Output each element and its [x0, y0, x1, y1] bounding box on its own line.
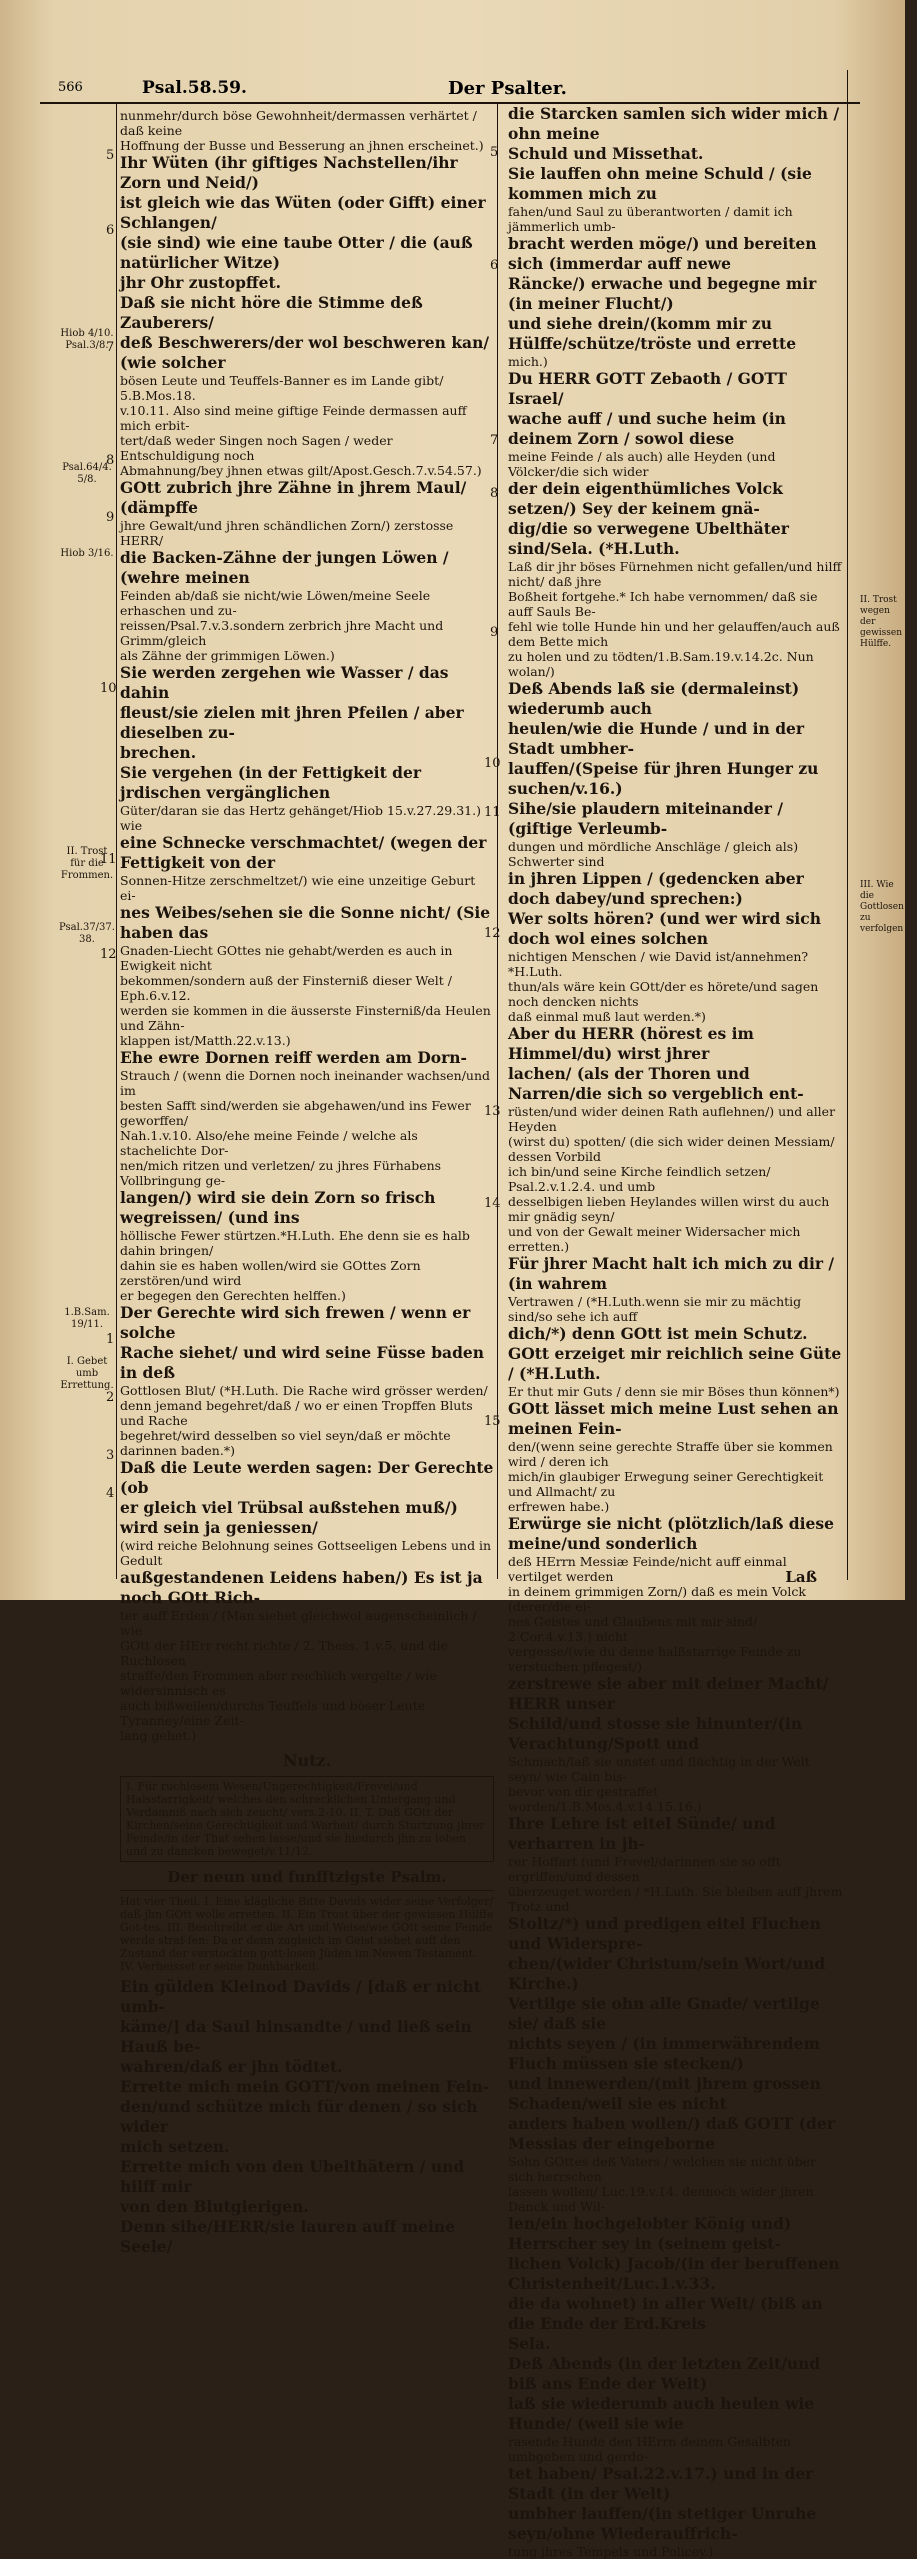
text-line: rer Hoffart (und Frevel/darinnen sie so offt ergriffen/und dessen: [508, 1854, 781, 1884]
verse-line: lauffen/(Speise für jhren Hunger zu suchen/v.16.): [508, 759, 819, 798]
verse-line: GOtt zubrich jhre Zähne in jhrem Maul/ (dämpffe: [120, 478, 467, 517]
margin-note: Hiob 4/10. Psal.3/8.: [60, 328, 114, 351]
verse-line: Du HERR GOTT Zebaoth / GOTT Israel/: [508, 369, 787, 408]
verse-line: die Backen-Zähne der jungen Löwen / (wehre meinen: [120, 548, 449, 587]
verse-line: anders haben wollen/) daß GOTT (der Messias der eingeborne: [508, 2114, 835, 2153]
verse-number: 10: [100, 681, 117, 696]
text-line: überzeuget worden / *H.Luth. Sie bleiben auff jhrem Trotz und: [508, 1884, 843, 1914]
verse-line: Sie vergehen (in der Fettigkeit der jrdischen vergänglichen: [120, 763, 421, 802]
verse-line: und siehe drein/(komm mir zu Hülffe/schütze/tröste und errette: [508, 314, 797, 353]
margin-note: Hiob 3/16.: [60, 548, 114, 559]
text-line: Sonnen-Hitze zerschmeltzet/) wie eine unzeitige Geburt ei-: [120, 873, 476, 903]
verse-line: lichen Volck) Jacob/(in der beruffenen Christenheit/Luc.1.v.33.: [508, 2254, 840, 2293]
verse-line: Schild/und stosse sie hinunter/(in Verachtung/Spott und: [508, 1714, 803, 1753]
verse-number: 15: [484, 1414, 501, 1429]
text-line: erfrewen habe.): [508, 1499, 610, 1514]
nutz-heading: Nutz.: [282, 1751, 332, 1770]
verse-number: 6: [490, 258, 499, 273]
text-line: Güter/daran sie das Hertz gehänget/Hiob 15.v.27.29.31.) wie: [120, 803, 481, 833]
text-line: fehl wie tolle Hunde hin und her gelauffen/auch auß dem Bette mich: [508, 619, 840, 649]
verse-number: 8: [106, 453, 115, 468]
right-margin-note: III. Wie die Gottlosen zu verfolgen: [860, 880, 904, 934]
text-line: jhre Gewalt/und jhren schändlichen Zorn/) zerstosse HERR/: [120, 518, 454, 548]
verse-line: heulen/wie die Hunde / und in der Stadt umbher-: [508, 719, 805, 758]
text-line: nichtigen Menschen / wie David ist/annehmen? *H.Luth.: [508, 949, 809, 979]
verse-number: 1: [106, 1332, 115, 1347]
right-column: [508, 104, 844, 2559]
text-line: vergesse/(wie du deine halßstarrige Feinde zu verstuchen pflegest/): [508, 1644, 802, 1674]
verse-line: Sela.: [508, 2334, 551, 2353]
text-line: ich bin/und seine Kirche feindlich setzen/ Psal.2.v.1.2.4. und umb: [508, 1164, 771, 1194]
text-line: Abmahnung/bey jhnen etwas gilt/Apost.Gesch.7.v.54.57.): [120, 463, 482, 478]
margin-note: Psal.64/4. 5/8.: [62, 462, 112, 485]
text-line: reissen/Psal.7.v.3.sondern zerbrich jhre Macht und Grimm/gleich: [120, 618, 444, 648]
verse-line: ist gleich wie das Wüten (oder Gifft) einer Schlangen/: [120, 193, 486, 232]
text-line: mich.): [508, 354, 548, 369]
margin-note: 1.B.Sam. 19/11.: [64, 1307, 110, 1330]
verse-line: eine Schnecke verschmachtet/ (wegen der Fettigkeit von der: [120, 833, 487, 872]
outer-rule: [847, 70, 848, 1580]
text-line: besten Safft sind/werden sie abgehawen/und ins Fewer geworffen/: [120, 1098, 471, 1128]
verse-number: 7: [490, 433, 499, 448]
verse-number: 9: [490, 625, 499, 640]
text-line: lassen wollen/ Luc.19.v.14. dennoch wider jhren Danck und Wil-: [508, 2184, 814, 2214]
text-line: bekommen/sondern auß der Finsterniß dieser Welt / Eph.6.v.12.: [120, 973, 452, 1003]
verse-line: dig/die so verwegene Ubelthäter sind/Sela. (*H.Luth.: [508, 519, 789, 558]
verse-line: Schuld und Missethat.: [508, 144, 704, 163]
verse-line: umbher lauffen/(in stetiger Unruhe seyn/ohne Wiederauffrich-: [508, 2504, 817, 2543]
margin-rule: [116, 104, 117, 1579]
verse-number: 5: [106, 148, 115, 163]
left-column: [120, 108, 494, 2256]
text-line: bevor von dir gestraffet worden/1.B.Mos.4.v.14.15.16.): [508, 1784, 702, 1814]
verse-line: er gleich viel Trübsal außstehen muß/) wird sein ja geniessen/: [120, 1498, 458, 1537]
verse-line: Erwürge sie nicht (plötzlich/laß diese meine/und sonderlich: [508, 1514, 834, 1553]
margin-note: I. Gebet umb Errettung.: [60, 1356, 114, 1391]
verse-line: jhr Ohr zustopffet.: [120, 273, 282, 292]
verse-line: die da wohnet) in aller Welt/ (biß an die Ende der Erd.Kreis: [508, 2294, 823, 2333]
right-margin-note: II. Trost wegen der gewissen Hülffe.: [860, 595, 903, 649]
text-line: Gottlosen Blut/ (*H.Luth. Die Rache wird grösser werden/: [120, 1383, 488, 1398]
verse-number: 3: [106, 1448, 115, 1463]
text-line: dahin sie es haben wollen/wird sie GOttes Zorn zerstören/und wird: [120, 1258, 421, 1288]
verse-number: 8: [490, 486, 499, 501]
verse-line: Sihe/sie plaudern miteinander / (giftige Verleumb-: [508, 799, 784, 838]
text-line: ter auff Erden / (Man siehet gleichwol augenscheinlich / wie: [120, 1608, 477, 1638]
verse-number: 10: [484, 756, 501, 771]
verse-line: Denn sihe/HERR/sie lauren auff meine Seele/: [120, 2217, 456, 2256]
verse-line: (sie sind) wie eine taube Otter / die (auß natürlicher Witze): [120, 233, 473, 272]
psalm-59-argument: Hat vier Theil. I. Eine klägliche Bitte Davids wider seine Verfolger/ daß jhn GOtt wolle erretten. II. Ein Trost über der gewissen Hülffe Got-tes. III. Beschreibt er die Art und Weise/wie GOtt seine Feinde werde straf-fen: Da er denn zugleich im Geist siehet auff den Zustand der verstockten gott-losen Jüden im Newen Testament. IV. Verheisset er seine Dankbarkeit.: [120, 1895, 494, 1973]
verse-line: Ein gülden Kleinod Davids / [daß er nicht umb-: [120, 1977, 481, 2016]
verse-line: von den Blutgierigen.: [120, 2197, 309, 2216]
text-line: als Zähne der grimmigen Löwen.): [120, 648, 335, 663]
text-line: meine Feinde / als auch) alle Heyden (und Völcker/die sich wider: [508, 449, 776, 479]
margin-note: II. Trost für die Frommen.: [60, 846, 114, 881]
text-line: rasende Hunde den HErrn deinen Gesalbten umbgeben und gerdo-: [508, 2434, 792, 2464]
text-line: höllische Fewer stürtzen.*H.Luth. Ehe denn sie es halb dahin bringen/: [120, 1228, 470, 1258]
verse-line: außgestandenen Leidens haben/) Es ist ja noch GOtt Rich-: [120, 1568, 483, 1607]
text-line: werden sie kommen in die äusserste Finsterniß/da Heulen und Zähn-: [120, 1003, 491, 1033]
text-line: thun/als wäre kein GOtt/der es hörete/und sagen noch dencken nichts: [508, 979, 819, 1009]
page-number: 566: [58, 80, 83, 95]
verse-line: wahren/daß er jhn tödtet.: [120, 2057, 343, 2076]
text-line: GOtt der HErr recht richte / 2. Thess. 1.v.5. und die Ruchlosen: [120, 1638, 448, 1668]
verse-line: und innewerden/(mit jhrem grossen Schaden/weil sie es nicht: [508, 2074, 821, 2113]
verse-number: 9: [106, 510, 115, 525]
text-line: denn jemand begehret/daß / wo er einen Tropffen Bluts und Rache: [120, 1398, 473, 1428]
verse-number: 12: [100, 947, 117, 962]
verse-number: 5: [490, 145, 499, 160]
verse-number: 11: [100, 852, 117, 867]
text-line: tung jhres Tempels und Policey.): [508, 2544, 714, 2559]
verse-line: wache auff / und suche heim (in deinem Zorn / sowol diese: [508, 409, 786, 448]
verse-line: mich setzen.: [120, 2137, 230, 2156]
text-line: nunmehr/durch böse Gewohnheit/dermassen verhärtet / daß keine: [120, 108, 477, 138]
text-line: deß HErrn Messiæ Feinde/nicht auff einmal vertilget werden: [508, 1554, 787, 1584]
text-line: fahen/und Saul zu überantworten / damit ich jämmerlich umb-: [508, 204, 793, 234]
text-line: begehret/wird desselben so viel seyn/daß er möchte darinnen baden.*): [120, 1428, 451, 1458]
text-line: (wirst du) spotten/ (die sich wider deinen Messiam/ dessen Vorbild: [508, 1134, 835, 1164]
text-line: klappen ist/Matth.22.v.13.): [120, 1033, 291, 1048]
text-line: daß einmal muß laut werden.*): [508, 1009, 706, 1024]
verse-line: Räncke/) erwache und begegne mir (in meiner Flucht/): [508, 274, 817, 313]
page-header: [40, 78, 860, 102]
verse-line: Sie lauffen ohn meine Schuld / (sie kommen mich zu: [508, 164, 812, 203]
verse-line: Vertilge sie ohn alle Gnade/ vertilge sie/ daß sie: [508, 1994, 820, 2033]
verse-line: brechen.: [120, 743, 197, 762]
text-line: Strauch / (wenn die Dornen noch ineinander wachsen/und im: [120, 1068, 491, 1098]
text-line: Gnaden-Liecht GOttes nie gehabt/werden es auch in Ewigkeit nicht: [120, 943, 453, 973]
verse-line: in jhren Lippen / (gedencken aber doch dabey/und sprechen:): [508, 869, 804, 908]
text-line: Schmach/laß sie unstet und flüchtig in der Welt seyn/ wie Cain bis-: [508, 1754, 810, 1784]
text-line: dungen und mördliche Anschläge / gleich als) Schwerter sind: [508, 839, 799, 869]
verse-line: käme/] da Saul hinsandte / und ließ sein Hauß be-: [120, 2017, 472, 2056]
text-line: desselbigen lieben Heylandes willen wirst du auch mir gnädig seyn/: [508, 1194, 830, 1224]
verse-line: zerstrewe sie aber mit deiner Macht/ HERR unser: [508, 1674, 829, 1713]
verse-line: Aber du HERR (hörest es im Himmel/du) wirst jhrer: [508, 1024, 754, 1063]
verse-line: bracht werden möge/) und bereiten sich (immerdar auff newe: [508, 234, 817, 273]
psalm-reference: Psal.58.59.: [142, 78, 247, 98]
verse-line: GOtt lässet mich meine Lust sehen an meinen Fein-: [508, 1399, 839, 1438]
verse-number: 2: [106, 1390, 115, 1405]
text-line: in deinem grimmigen Zorn/) daß es mein Volck (derer/die ei-: [508, 1584, 806, 1614]
text-line: nen/mich ritzen und verletzen/ zu jhres Fürhabens Vollbringung ge-: [120, 1158, 442, 1188]
verse-line: Wer solts hören? (und wer wird sich doch wol eines solchen: [508, 909, 822, 948]
verse-line: lachen/ (als der Thoren und Narren/die sich so vergeblich ent-: [508, 1064, 804, 1103]
verse-number: 14: [484, 1196, 501, 1211]
column-rule: [497, 104, 498, 1579]
text-line: lang gehet.): [120, 1728, 197, 1743]
verse-line: deß Beschwerers/der wol beschweren kan/ (wie solcher: [120, 333, 490, 372]
verse-line: Errette mich von den Ubelthätern / und hilff mir: [120, 2157, 465, 2196]
verse-line: chen/(wider Christum/sein Wort/und Kirche.): [508, 1954, 826, 1993]
verse-line: Der Gerechte wird sich frewen / wenn er solche: [120, 1303, 471, 1342]
verse-line: Deß Abends laß sie (dermaleinst) wiederumb auch: [508, 679, 800, 718]
text-line: Hoffnung der Busse und Besserung an jhnen erscheinet.): [120, 138, 484, 153]
summary-box: I. Für ruchlosem Wesen/Ungerechtigkeit/Frevel/und Halsstarrigkeit/ welches den schrecklichen Untergang und Verdamniß nach sich zeucht/ vers.2-10. II. T. Daß GOtt der Kirchen/seine Gerechtigkeit und Warheit/ durch Stürtzung jhrer Feinde/in der That sehen lasse/und sie hiedurch jhn zu loben und zu dancken beweget/v.11/12.: [120, 1776, 494, 1862]
text-line: Feinden ab/daß sie nicht/wie Löwen/meine Seele erhaschen und zu-: [120, 588, 431, 618]
verse-line: Deß Abends (in der letzten Zeit/und biß ans Ende der Welt): [508, 2354, 821, 2393]
text-line: Vertrawen / (*H.Luth.wenn sie mir zu mächtig sind/so sehe ich auff: [508, 1294, 802, 1324]
text-line: Laß dir jhr böses Fürnehmen nicht gefallen/und hilff nicht/ daß jhre: [508, 559, 842, 589]
text-line: straffe/den Frommen aber reichlich vergelte / wie widersinnisch es: [120, 1668, 437, 1698]
margin-note: Psal.37/37. 38.: [59, 922, 115, 945]
verse-line: Ehe ewre Dornen reiff werden am Dorn-: [120, 1048, 467, 1067]
verse-line: der dein eigenthümliches Volck setzen/) Sey der keinem gnä-: [508, 479, 783, 518]
verse-line: nes Weibes/sehen sie die Sonne nicht/ (Sie haben das: [120, 903, 491, 942]
running-title: Der Psalter.: [448, 78, 567, 99]
psalm-59-heading: Der neun und funfftzigste Psalm.: [120, 1866, 494, 1891]
verse-line: Sie werden zergehen wie Wasser / das dahin: [120, 663, 449, 702]
verse-line: Daß sie nicht höre die Stimme deß Zauberers/: [120, 293, 423, 332]
text-line: bösen Leute und Teuffels-Banner es im Lande gibt/ 5.B.Mos.18.: [120, 373, 444, 403]
verse-line: dich/*) denn GOtt ist mein Schutz.: [508, 1324, 808, 1343]
verse-line: Ihr Wüten (ihr giftiges Nachstellen/ihr Zorn und Neid/): [120, 153, 458, 192]
verse-line: den/und schütze mich für denen / so sich wider: [120, 2097, 478, 2136]
text-line: und von der Gewalt meiner Widersacher mich erretten.): [508, 1224, 801, 1254]
text-line: tert/daß weder Singen noch Sagen / weder Entschuldigung noch: [120, 433, 393, 463]
text-line: zu holen und zu tödten/1.B.Sam.19.v.14.2c. Nun wolan/): [508, 649, 814, 679]
verse-line: laß sie wiederumb auch heulen wie Hunde/ (weil sie wie: [508, 2394, 815, 2433]
text-line: v.10.11. Also sind meine giftige Feinde dermassen auff mich erbit-: [120, 403, 467, 433]
catchword: Laß: [785, 1568, 817, 1586]
verse-line: Errette mich mein GOTT/von meinen Fein-: [120, 2077, 490, 2096]
text-line: Er thut mir Guts / denn sie mir Böses thun können*): [508, 1384, 840, 1399]
verse-line: Stoltz/*) und predigen eitel Fluchen und Widerspre-: [508, 1914, 821, 1953]
verse-number: 13: [484, 1104, 501, 1119]
verse-line: die Starcken samlen sich wider mich / ohn meine: [508, 104, 840, 143]
text-line: nes Geistes und Glaubens mit mir sind/ 2.Cor.4.v.13.) nicht: [508, 1614, 758, 1644]
verse-line: Für jhrer Macht halt ich mich zu dir / (in wahrem: [508, 1254, 835, 1293]
verse-line: langen/) wird sie dein Zorn so frisch wegreissen/ (und ins: [120, 1188, 436, 1227]
verse-line: Daß die Leute werden sagen: Der Gerechte (ob: [120, 1458, 494, 1497]
text-line: (wird reiche Belohnung seines Gottseeligen Lebens und in Gedult: [120, 1538, 492, 1568]
verse-number: 7: [106, 340, 115, 355]
text-line: Nah.1.v.10. Also/ehe meine Feinde / welche als stachelichte Dor-: [120, 1128, 418, 1158]
text-line: rüsten/und wider deinen Rath auflehnen/) und aller Heyden: [508, 1104, 836, 1134]
verse-number: 12: [484, 926, 501, 941]
verse-line: GOtt erzeiget mir reichlich seine Güte / (*H.Luth.: [508, 1344, 842, 1383]
text-line: Boßheit fortgehe.* Ich habe vernommen/ daß sie auff Sauls Be-: [508, 589, 818, 619]
verse-line: Rache siehet/ und wird seine Füsse baden in deß: [120, 1343, 485, 1382]
verse-line: nichts seyen / (in immerwährendem Fluch müssen sie stecken/): [508, 2034, 820, 2073]
verse-line: len/ein hochgelobter König und) Herrscher sey in (seinem geist-: [508, 2214, 792, 2253]
text-line: den/(wenn seine gerechte Straffe über sie kommen wird / deren ich: [508, 1439, 833, 1469]
verse-number: 6: [106, 223, 115, 238]
verse-line: Ihre Lehre ist eitel Sünde/ und verharren in jh-: [508, 1814, 776, 1853]
text-line: auch bißweilen/durchs Teuffels und böser Leute Tyranney/eine Zeit-: [120, 1698, 426, 1728]
text-line: er begegen den Gerechten helffen.): [120, 1288, 346, 1303]
verse-number: 4: [106, 1486, 115, 1501]
verse-number: 11: [484, 805, 501, 820]
verse-line: fleust/sie zielen mit jhren Pfeilen / aber dieselben zu-: [120, 703, 464, 742]
verse-line: tet haben/ Psal.22.v.17.) und in der Stadt (in der Welt): [508, 2464, 814, 2503]
text-line: mich/in glaubiger Erwegung seiner Gerechtigkeit und Allmacht/ zu: [508, 1469, 824, 1499]
text-line: Sohn GOttes deß Vaters / welchen sie nicht über sich herrschen: [508, 2154, 817, 2184]
